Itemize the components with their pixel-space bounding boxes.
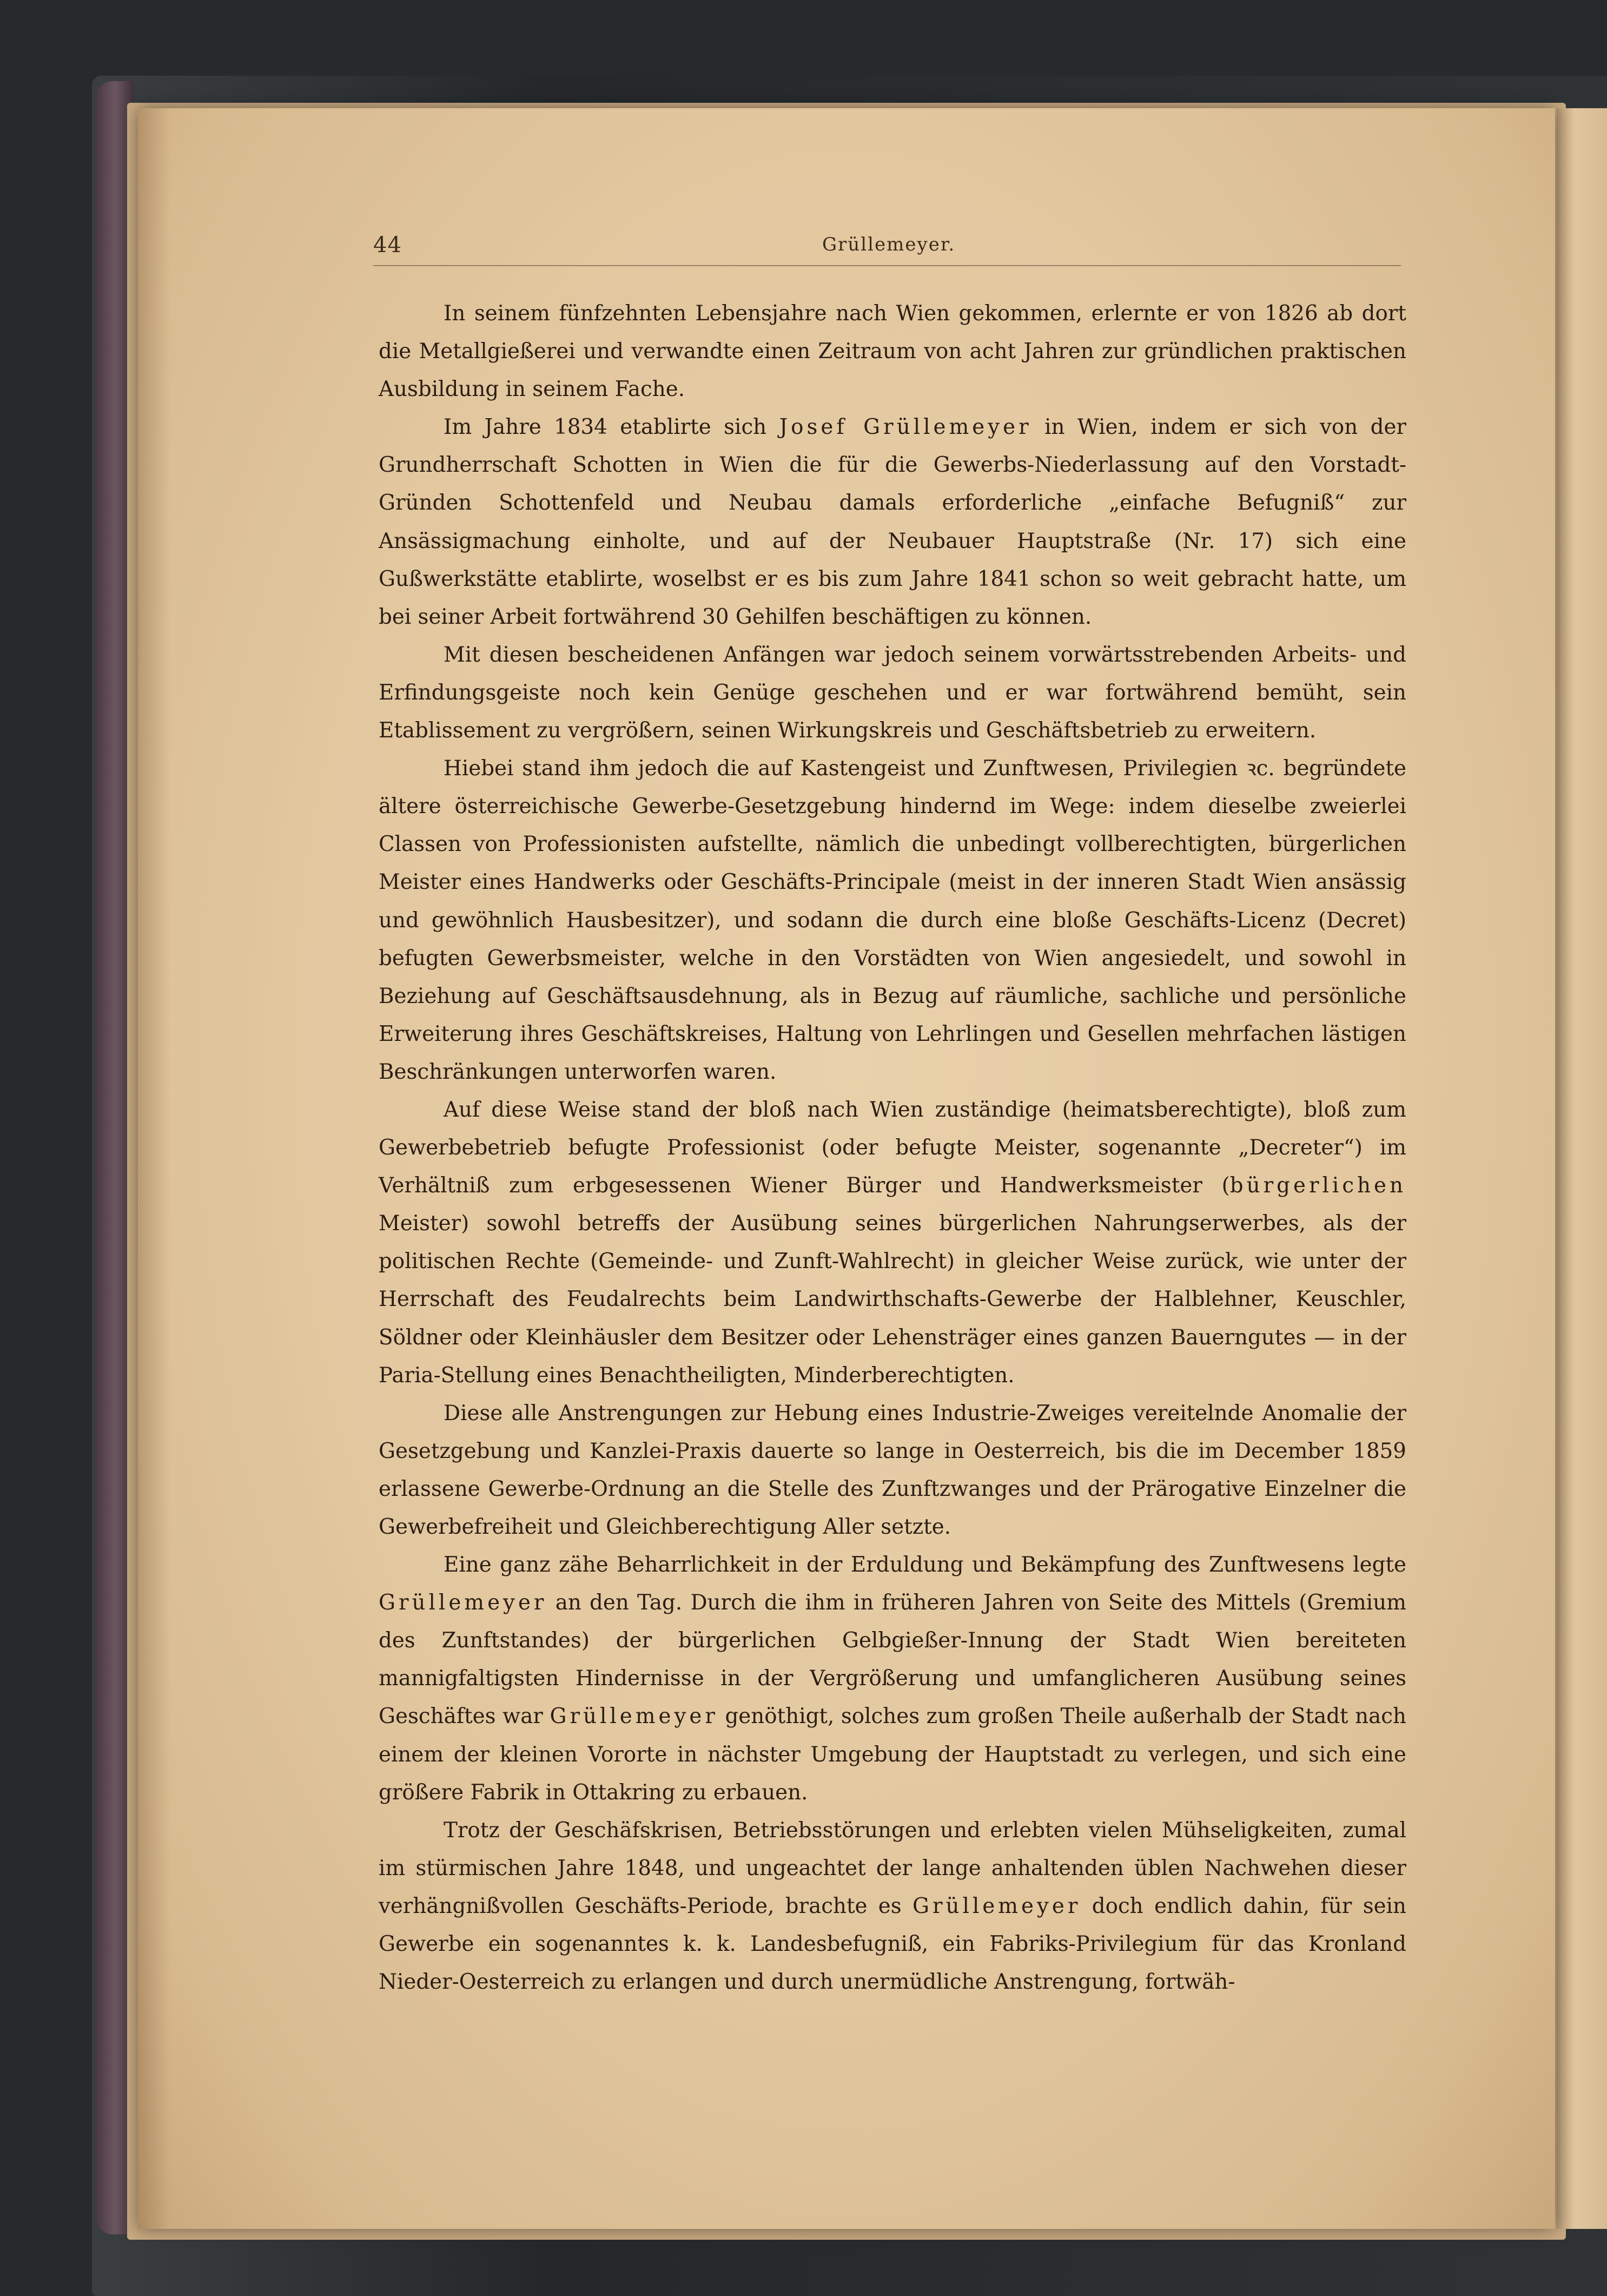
person-name: Grüllemeyer [912, 1893, 1081, 1918]
person-name: Josef Grüllemeyer [779, 415, 1032, 440]
header-rule [373, 265, 1401, 266]
paragraph: Im Jahre 1834 etablirte sich Josef Grüllemeyer in Wien, indem er sich von der Grundherrschaft Schotten in Wien die für die Gewerbs-Niederlassung auf den Vorstadt-Gründen Schottenfeld und Neubau damals erforderliche „einfache Befugniß“ zur Ansässigmachung einholte, und auf der Neubauer Hauptstraße (Nr. 17) sich eine Gußwerkstätte etablirte, woselbst er es bis zum Jahre 1841 schon so weit gebracht hatte, um bei seiner Arbeit fortwährend 30 Gehilfen beschäftigen zu können. [379, 415, 1407, 629]
emphasized-word: bürgerlichen [1229, 1173, 1406, 1198]
person-name: Grüllemeyer [550, 1704, 718, 1729]
running-title: Grüllemeyer. [822, 234, 956, 255]
paragraph: Mit diesen bescheidenen Anfängen war jedoch seinem vorwärtsstrebenden Arbeits- und Erfindungsgeiste noch kein Genüge geschehen und er war fortwährend bemüht, sein Etablissement zu vergrößern, seinen Wirkungskreis und Geschäftsbetrieb zu erweitern. [379, 642, 1406, 743]
page-header [373, 233, 1401, 265]
paragraph: Hiebei stand ihm jedoch die auf Kastengeist und Zunftwesen, Privilegien ꝛc. begründete ältere österreichische Gewerbe-Gesetzgebung hindernd im Wege: indem dieselbe zweierlei Classen von Professionisten aufstellte, nämlich die unbedingt vollberechtigten, bürgerlichen Meister eines Handwerks oder Geschäfts-Principale (meist in der inneren Stadt Wien ansässig und gewöhnlich Hausbesitzer), und sodann die durch eine bloße Geschäfts-Licenz (Decret) befugten Gewerbsmeister, welche in den Vorstädten von Wien angesiedelt, und sowohl in Beziehung auf Geschäftsausdehnung, als in Bezug auf räumliche, sachliche und persönliche Erweiterung ihres Geschäftskreises, Haltung von Lehrlingen und Gesellen mehrfachen lästigen Beschränkungen unterworfen waren. [379, 756, 1406, 1084]
paragraph: Trotz der Geschäfskrisen, Betriebsstörungen und erlebten vielen Mühseligkeiten, zumal im stürmischen Jahre 1848, und ungeachtet der lange anhaltenden üblen Nachwehen dieser verhängnißvollen Geschäfts-Periode, brachte es Grüllemeyer doch endlich dahin, für sein Gewerbe ein sogenanntes k. k. Landesbefugniß, ein Fabriks-Privilegium für das Kronland Nieder-Oesterreich zu erlangen und durch unermüdliche Anstrengung, fortwäh- [379, 1818, 1406, 1995]
body-text [379, 295, 1406, 2001]
paragraph: Eine ganz zähe Beharrlichkeit in der Erduldung und Bekämpfung des Zunftwesens legte Grüllemeyer an den Tag. Durch die ihm in früheren Jahren von Seite des Mittels (Gremium des Zunftstandes) der bürgerlichen Gelbgießer-Innung der Stadt Wien bereiteten mannigfaltigsten Hindernisse in der Vergrößerung und umfanglicheren Ausübung seines Geschäftes war Grüllemeyer genöthigt, solches zum großen Theile außerhalb der Stadt nach einem der kleinen Vororte in nächster Umgebung der Hauptstadt zu verlegen, und sich eine größere Fabrik in Ottakring zu erbauen. [379, 1553, 1407, 1805]
facing-page-edge [1557, 108, 1607, 2229]
person-name: Grüllemeyer [379, 1591, 547, 1615]
paragraph: In seinem fünfzehnten Lebensjahre nach Wien gekommen, erlernte er von 1826 ab dort die Metallgießerei und verwandte einen Zeitraum von acht Jahren zur gründlichen praktischen Ausbildung in seinem Fache. [379, 301, 1406, 402]
paragraph: Diese alle Anstrengungen zur Hebung eines Industrie-Zweiges vereitelnde Anomalie der Gesetzgebung und Kanzlei-Praxis dauerte so lange in Oesterreich, bis die im December 1859 erlassene Gewerbe-Ordnung an die Stelle des Zunftzwanges und der Prärogative Einzelner die Gewerbefreiheit und Gleichberechtigung Aller setzte. [379, 1401, 1406, 1539]
page-number: 44 [373, 233, 402, 258]
paragraph: Auf diese Weise stand der bloß nach Wien zuständige (heimatsberechtigte), bloß zum Gewerbebetrieb befugte Professionist (oder befugte Meister, sogenannte „Decreter“) im Verhältniß zum erbgesessenen Wiener Bürger und Handwerksmeister (bürgerlichen Meister) sowohl betreffs der Ausübung seines bürgerlichen Nahrungserwerbes, als der politischen Rechte (Gemeinde- und Zunft-Wahlrecht) in gleicher Weise zurück, wie unter der Herrschaft des Feudalrechts beim Landwirthschafts-Gewerbe der Halblehner, Keuschler, Söldner oder Kleinhäusler dem Besitzer oder Lehensträger eines ganzen Bauerngutes — in der Paria-Stellung eines Benachtheiligten, Minderberechtigten. [379, 1097, 1406, 1388]
